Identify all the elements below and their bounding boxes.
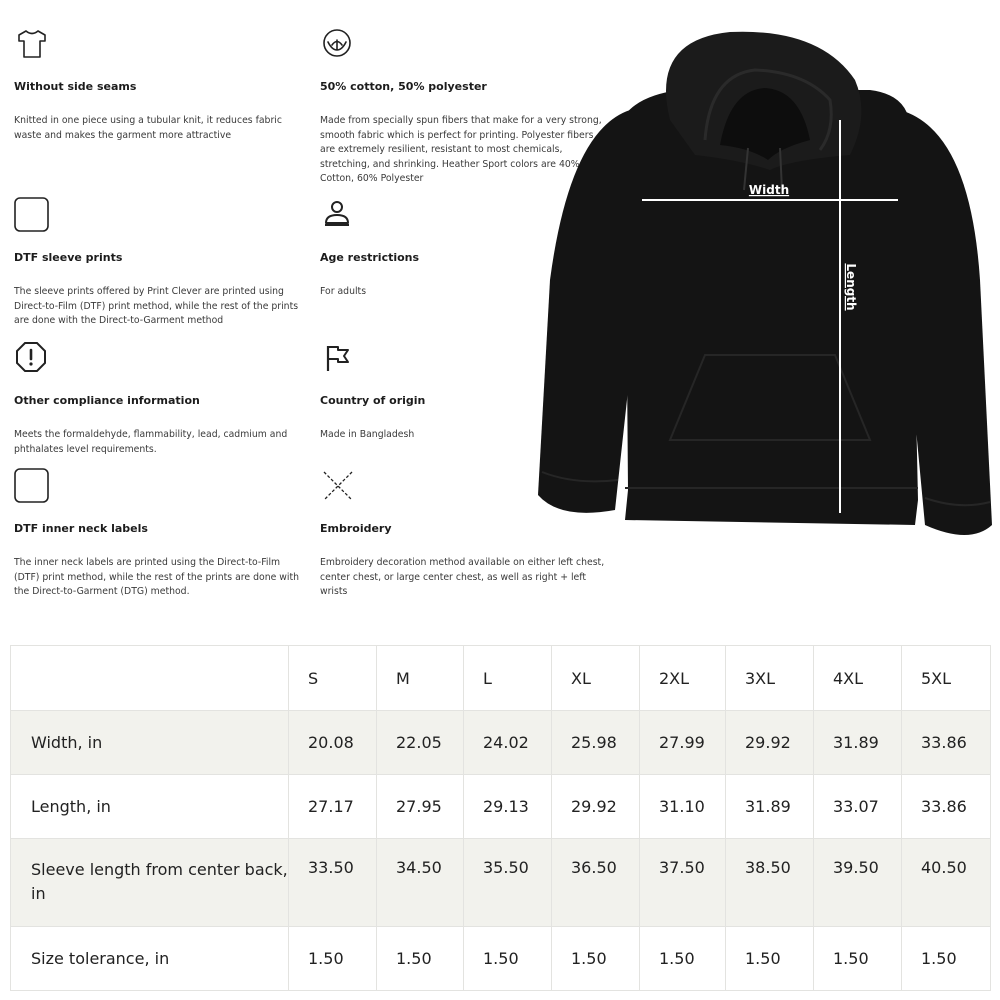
table-cell: 24.02 — [464, 711, 552, 775]
warning-octagon-icon — [14, 340, 50, 376]
feature-title: Other compliance information — [14, 394, 200, 407]
table-cell: 27.17 — [289, 775, 377, 839]
table-cell: 29.13 — [464, 775, 552, 839]
feature-description: Meets the formaldehyde, flammability, lead, cadmium and phthalates level requirements. — [14, 429, 288, 455]
table-cell: 1.50 — [902, 927, 991, 991]
table-cell: 31.89 — [726, 775, 814, 839]
table-cell: 33.50 — [289, 839, 377, 927]
tshirt-icon — [14, 26, 50, 62]
table-cell: 1.50 — [814, 927, 902, 991]
feature-description: Made in Bangladesh — [320, 429, 415, 440]
table-cell: 1.50 — [289, 927, 377, 991]
table-cell: 29.92 — [726, 711, 814, 775]
feature-title: DTF inner neck labels — [14, 522, 148, 535]
table-cell: 34.50 — [377, 839, 464, 927]
size-header: M — [377, 646, 464, 711]
table-row — [11, 927, 991, 991]
row-label: Width, in — [11, 711, 289, 775]
feature-dtf-sleeve-prints — [14, 197, 304, 326]
table-cell: 29.92 — [552, 775, 640, 839]
feature-description: For adults — [320, 286, 367, 297]
feature-without-side-seams — [14, 26, 304, 141]
size-header: 3XL — [726, 646, 814, 711]
table-cell: 1.50 — [726, 927, 814, 991]
feature-description: Embroidery decoration method available on either left chest, center chest, or large center chest, as well as right + left wrists — [320, 557, 605, 597]
square-icon — [14, 468, 50, 504]
table-cell: 33.86 — [902, 711, 991, 775]
feature-dtf-inner-neck-labels — [14, 468, 304, 597]
table-cell: 33.07 — [814, 775, 902, 839]
size-header: S — [289, 646, 377, 711]
size-header-empty — [11, 646, 289, 711]
feature-description: The inner neck labels are printed using the Direct-to-Film (DTF) print method, while the rest of the prints are done with the Direct-to-Garment (DTG) method. — [14, 557, 299, 597]
flag-icon — [320, 340, 356, 376]
size-header-row — [11, 646, 991, 711]
feature-description: The sleeve prints offered by Print Clever are printed using Direct-to-Film (DTF) print method, while the rest of the prints are done with the Direct-to-Garment method — [14, 286, 299, 326]
table-cell: 35.50 — [464, 839, 552, 927]
feature-title: 50% cotton, 50% polyester — [320, 80, 487, 93]
feature-title: Age restrictions — [320, 251, 420, 264]
table-cell: 37.50 — [640, 839, 726, 927]
size-header: XL — [552, 646, 640, 711]
table-row — [11, 839, 991, 927]
table-cell: 40.50 — [902, 839, 991, 927]
table-cell: 20.08 — [289, 711, 377, 775]
row-label: Size tolerance, in — [11, 927, 289, 991]
table-cell: 31.89 — [814, 711, 902, 775]
feature-title: Embroidery — [320, 522, 392, 535]
table-cell: 25.98 — [552, 711, 640, 775]
table-cell: 1.50 — [464, 927, 552, 991]
size-header: 5XL — [902, 646, 991, 711]
table-cell: 39.50 — [814, 839, 902, 927]
size-chart-table — [10, 645, 991, 991]
size-header: 2XL — [640, 646, 726, 711]
row-label: Length, in — [11, 775, 289, 839]
feature-title: Without side seams — [14, 80, 137, 93]
table-cell: 1.50 — [377, 927, 464, 991]
hoodie-illustration — [530, 20, 1000, 550]
feature-description: Made from specially spun fibers that make for a very strong, smooth fabric which is perfect for printing. Polyester fibers are extremely resilient, resistant to most chemicals, stretching, and shrinking. Heather Sport colors are 40% Cotton, 60% Polyester — [320, 115, 602, 184]
table-cell: 33.86 — [902, 775, 991, 839]
size-header: 4XL — [814, 646, 902, 711]
feature-title: Country of origin — [320, 394, 426, 407]
width-label: Width — [748, 183, 790, 197]
hoodie-body — [538, 32, 992, 535]
table-cell: 36.50 — [552, 839, 640, 927]
cotton-icon — [320, 26, 356, 62]
row-label: Sleeve length from center back, in — [11, 839, 289, 927]
length-label: Length — [844, 263, 858, 311]
feature-other-compliance — [14, 340, 304, 455]
square-icon — [14, 197, 50, 233]
table-row — [11, 775, 991, 839]
embroidery-icon — [320, 468, 356, 504]
table-row — [11, 711, 991, 775]
table-cell: 38.50 — [726, 839, 814, 927]
size-header: L — [464, 646, 552, 711]
table-cell: 31.10 — [640, 775, 726, 839]
table-cell: 1.50 — [552, 927, 640, 991]
table-cell: 27.99 — [640, 711, 726, 775]
table-cell: 27.95 — [377, 775, 464, 839]
feature-title: DTF sleeve prints — [14, 251, 123, 264]
table-cell: 1.50 — [640, 927, 726, 991]
person-icon — [320, 197, 356, 233]
feature-description: Knitted in one piece using a tubular knit, it reduces fabric waste and makes the garment more attractive — [14, 115, 282, 141]
table-cell: 22.05 — [377, 711, 464, 775]
